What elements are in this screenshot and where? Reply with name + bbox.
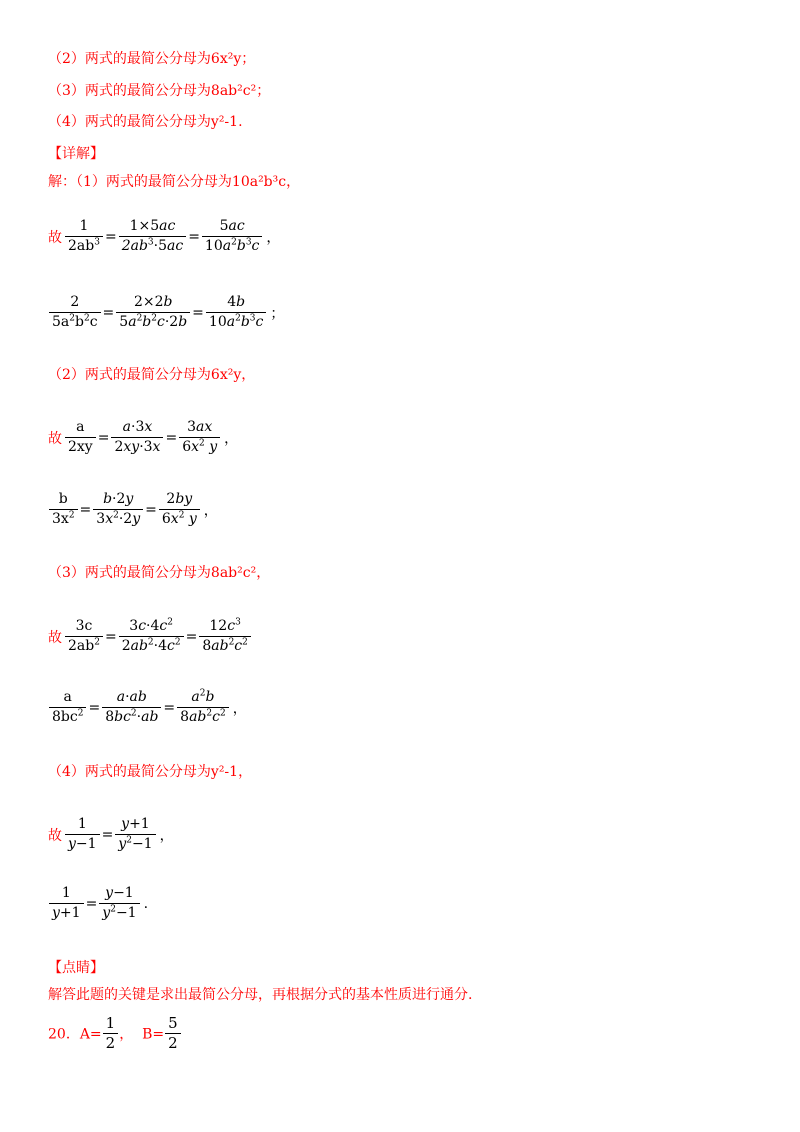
dianjing-heading: 【点睛】 [48, 960, 104, 976]
summary-line-4: （4）两式的最简公分母为y²-1. [48, 114, 243, 130]
answer-separator: ， B= [119, 1026, 165, 1043]
solution-line-3: （3）两式的最简公分母为8ab²c²， [48, 565, 271, 581]
gu-label: 故 [48, 229, 62, 246]
solution-line-2: （2）两式的最简公分母为6x²y， [48, 367, 256, 383]
equation-1b: $\frac{2}{5a^2b^2c}$ = $\frac{2\times 2b}{5a^2b^2c\cdot 2b}$ = $\frac{4b}{10a^2b^3c}$ ； [48, 293, 284, 332]
equation-3b: $\frac{a}{8bc^2}$ = $\frac{a\cdot ab}{8bc^2\cdot ab}$ = $\frac{a^2b}{8ab^2c^2}$ ， [48, 688, 247, 727]
equation-2b: $\frac{b}{3x^2}$ = $\frac{b\cdot 2y}{3x^2\cdot 2y}$ = $\frac{2by}{6x^2 y}$ ， [48, 490, 218, 529]
summary-line-3: （3）两式的最简公分母为8ab²c²； [48, 83, 271, 99]
solution-line-1: 解：（1）两式的最简公分母为10a²b³c， [48, 174, 301, 190]
equation-4b: $\frac{1}{y+1}$ = $\frac{y-1}{y^2-1}$ . [48, 884, 148, 923]
equation-3a: 故 $\frac{3c}{2ab^2}$ = $\frac{3c\cdot 4c^2}{2ab^2\cdot 4c^2}$ = $\frac{12c^3}{8ab^2c^2}$ [48, 617, 252, 656]
summary-text: 解答此题的关键是求出最简公分母，再根据分式的基本性质进行通分. [48, 987, 473, 1003]
equation-1a: 故 $\frac{1}{2ab^3}$ = $\frac{1\times 5ac}{2ab^3\cdot 5ac}$ = $\frac{5ac}{10a^2b^3c}$ ， [48, 218, 281, 254]
answer-prefix: 20．A= [48, 1026, 102, 1043]
detail-heading: 【详解】 [48, 146, 104, 162]
solution-line-4: （4）两式的最简公分母为y²-1， [48, 764, 253, 780]
equation-2a: 故 $\frac{a}{2xy}$ = $\frac{a\cdot 3x}{2xy\cdot 3x}$ = $\frac{3ax}{6x^2 y}$ ， [48, 419, 239, 455]
answer-20: 20．A= $\frac{1}{2}$ ， B= $\frac{5}{2}$ [48, 1014, 182, 1053]
summary-line-2: （2）两式的最简公分母为6x²y； [48, 51, 256, 67]
equation-4a: 故 $\frac{1}{y-1}$ = $\frac{y+1}{y^2-1}$ ， [48, 816, 174, 852]
